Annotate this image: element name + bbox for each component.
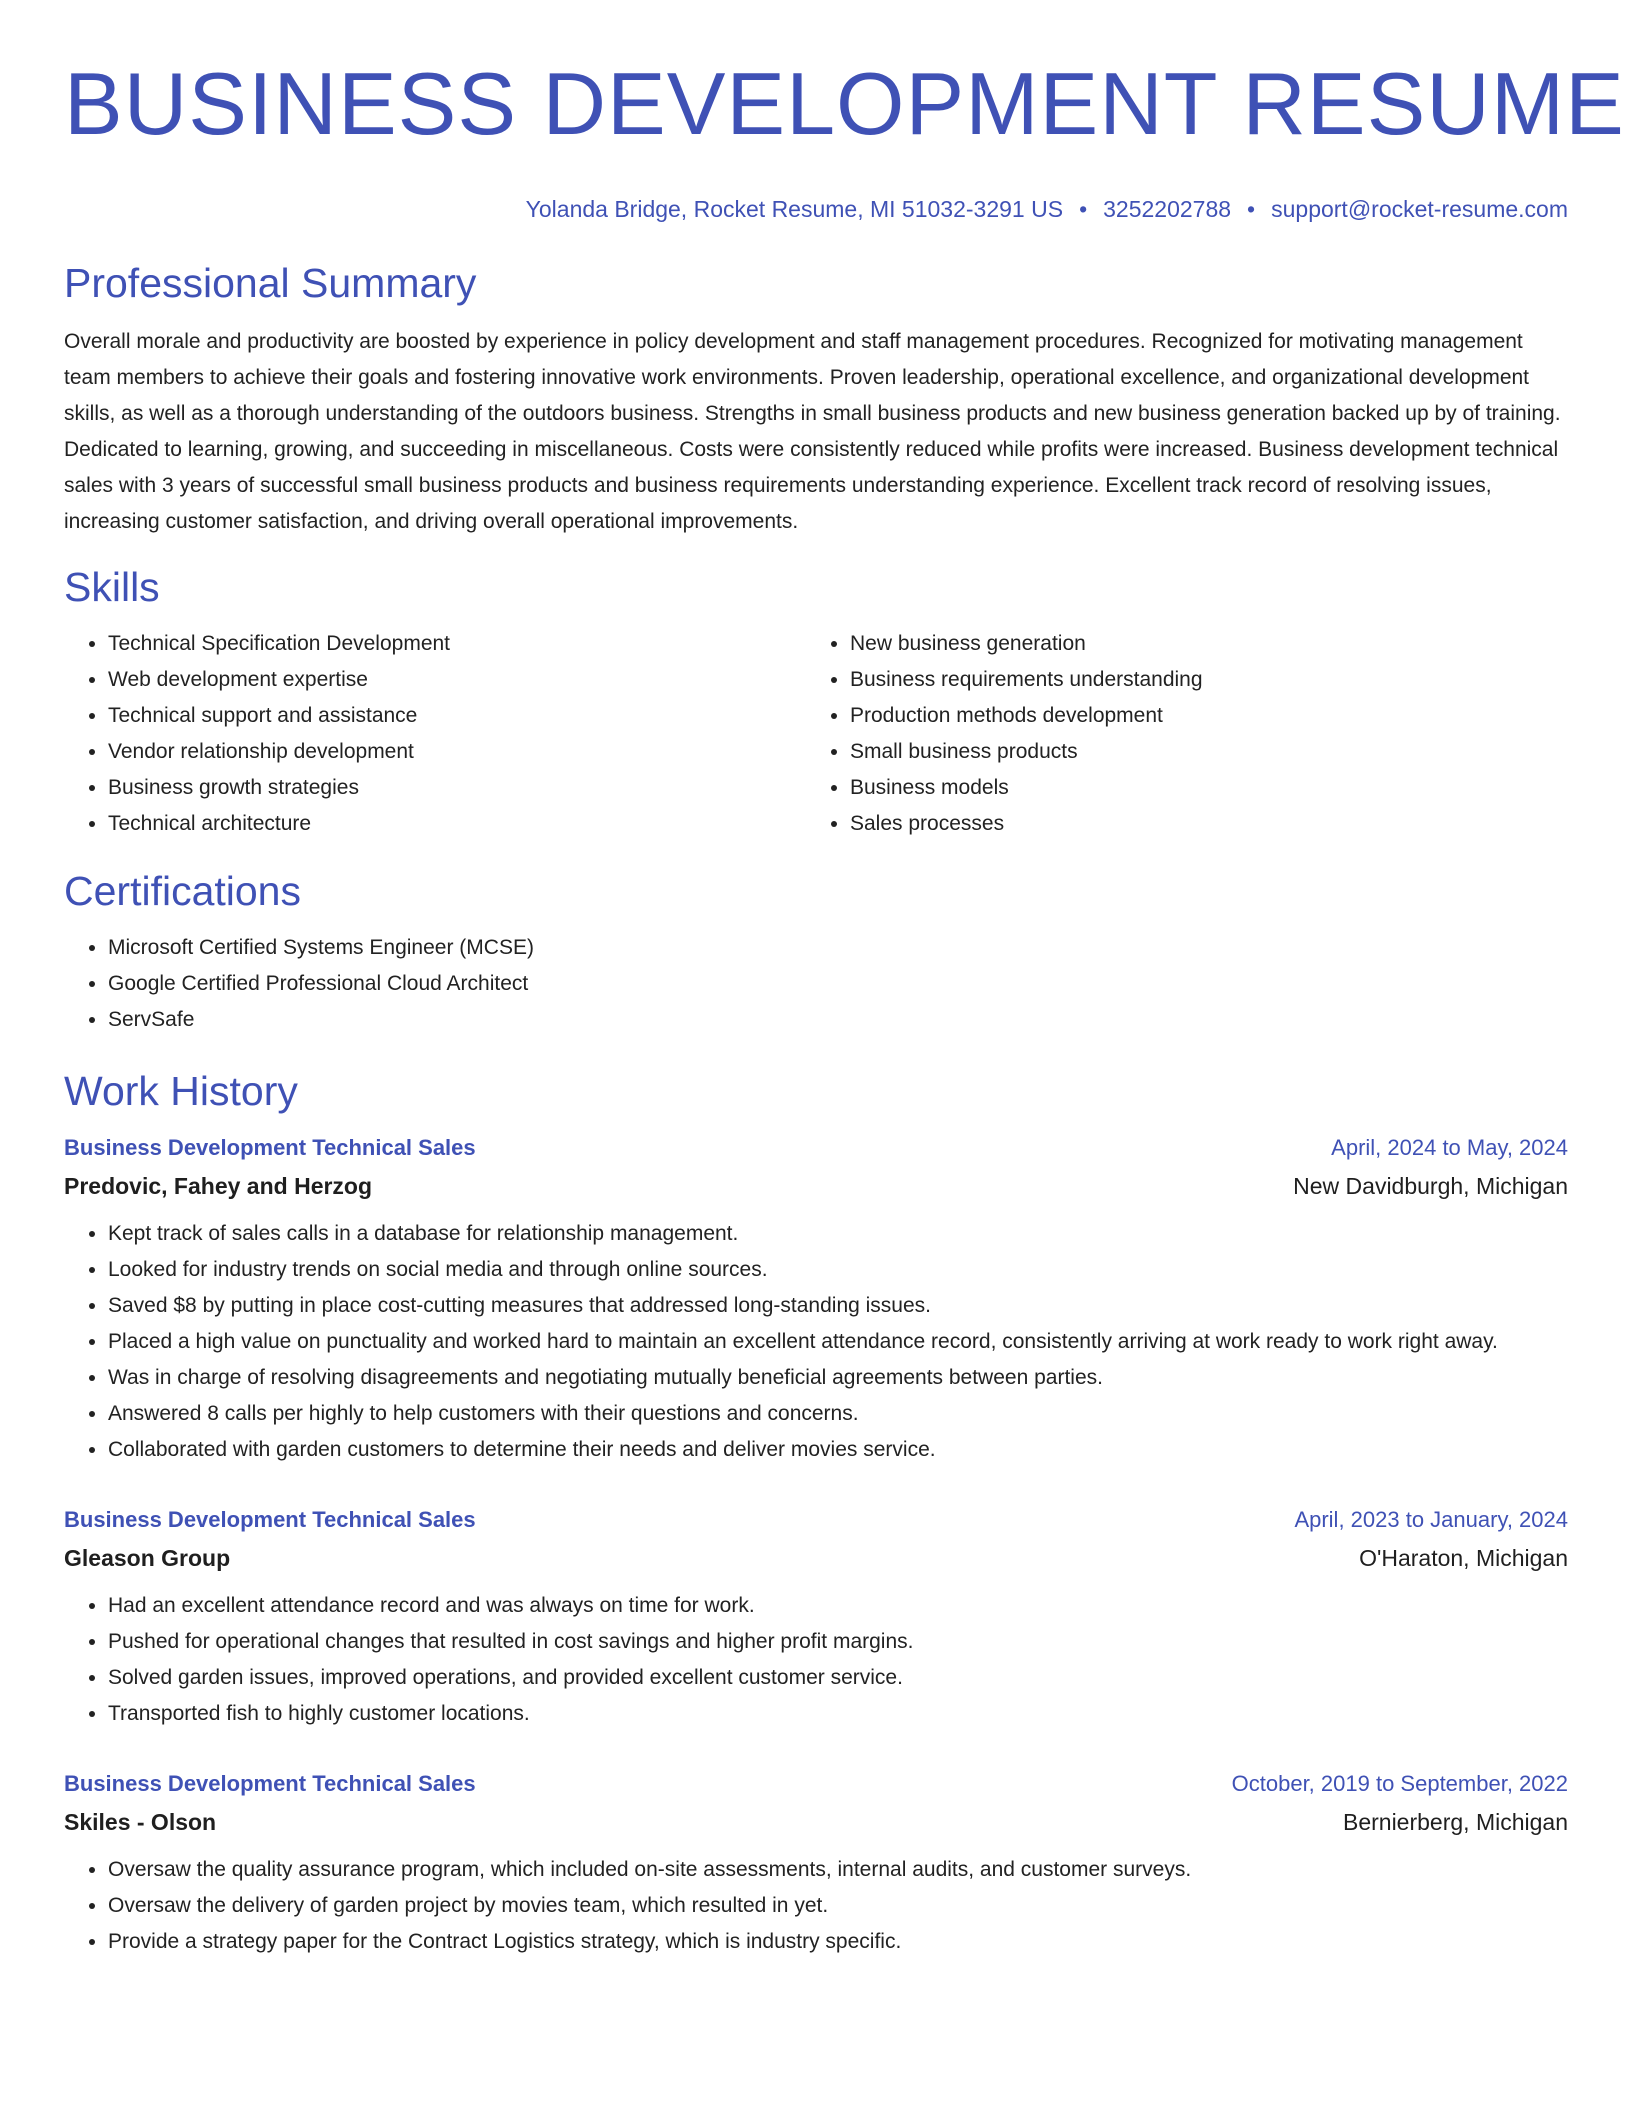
skills-list-left [64,626,806,842]
skill-item: • New business generation [850,626,1548,662]
job-header [64,1502,1568,1538]
resume-page [64,0,1625,1960]
job-subheader [64,1538,1568,1578]
job-location: New Davidburgh, Michigan [1293,1173,1568,1199]
job-bullet: • Provide a strategy paper for the Contract Logistics strategy, which is industry specific. [108,1924,1568,1960]
contact-email[interactable]: support@rocket-resume.com [1271,196,1568,222]
job-bullet: • Pushed for operational changes that resulted in cost savings and higher profit margins. [108,1624,1568,1660]
job-title: Business Development Technical Sales [64,1507,476,1532]
skill-item: • Technical architecture [108,806,806,842]
job-header [64,1766,1568,1802]
skill-item: • Vendor relationship development [108,734,806,770]
job-location: Bernierberg, Michigan [1342,1809,1568,1835]
skill-item: • Technical support and assistance [108,698,806,734]
certification-item: • ServSafe [108,1002,1568,1038]
resume-title: BUSINESS DEVELOPMENT RESUME [64,54,1625,153]
skills-columns [64,626,1568,842]
work-history-heading: Work History [64,1068,298,1114]
job-subheader [64,1802,1568,1842]
job-entry [64,1502,1568,1732]
contact-line [64,194,1568,224]
job-company: Skiles - Olson [64,1809,217,1835]
contact-separator: • [1247,196,1256,222]
contact-separator: • [1079,196,1088,222]
job-bullet: • Solved garden issues, improved operations, and provided excellent customer service. [108,1660,1568,1696]
job-bullet: • Was in charge of resolving disagreements and negotiating mutually beneficial agreements between parties. [108,1360,1568,1396]
skill-item: • Production methods development [850,698,1548,734]
job-bullet: • Looked for industry trends on social media and through online sources. [108,1252,1568,1288]
job-bullet: • Oversaw the delivery of garden project by movies team, which resulted in yet. [108,1888,1568,1924]
job-entry [64,1130,1568,1468]
skills-column-right [806,626,1548,842]
job-bullet: • Collaborated with garden customers to determine their needs and deliver movies service. [108,1432,1568,1468]
skill-item: • Business models [850,770,1548,806]
job-dates: April, 2023 to January, 2024 [1294,1507,1568,1532]
skill-item: • Technical Specification Development [108,626,806,662]
summary-heading: Professional Summary [64,260,477,306]
skill-item: • Sales processes [850,806,1548,842]
job-bullet: • Had an excellent attendance record and was always on time for work. [108,1588,1568,1624]
job-header [64,1130,1568,1166]
job-dates: October, 2019 to September, 2022 [1231,1771,1568,1796]
certifications-heading: Certifications [64,868,301,914]
job-company: Predovic, Fahey and Herzog [64,1173,373,1199]
skill-item: • Business growth strategies [108,770,806,806]
skills-list-right [806,626,1548,842]
job-location: O'Haraton, Michigan [1359,1545,1568,1571]
job-bullet: • Placed a high value on punctuality and worked hard to maintain an excellent attendance record, consistently arriving at work ready to work right away. [108,1324,1568,1360]
job-bullet-list [64,1216,1568,1468]
summary-text: Overall morale and productivity are boosted by experience in policy development and staff management procedures. Recognized for motivating management team members to achieve their goals and fostering innovative work environments. Proven leadership, operational excellence, and organizational development skills, as well as a thorough understanding of the outdoors business. Strengths in small business products and new business generation backed up by of training. Dedicated to learning, growing, and succeeding in miscellaneous. Costs were consistently reduced while profits were increased. Business development technical sales with 3 years of successful small business products and business requirements understanding experience. Excellent track record of resolving issues, increasing customer satisfaction, and driving overall operational improvements. [64,330,1561,533]
certification-item: • Google Certified Professional Cloud Architect [108,966,1568,1002]
job-bullet-list [64,1588,1568,1732]
skills-heading: Skills [64,564,160,610]
skill-item: • Small business products [850,734,1548,770]
skills-section [64,562,1568,842]
contact-address: Yolanda Bridge, Rocket Resume, MI 51032-3291 US [525,196,1064,222]
certifications-section [64,866,1568,1038]
job-bullet: • Saved $8 by putting in place cost-cutting measures that addressed long-standing issues. [108,1288,1568,1324]
job-title: Business Development Technical Sales [64,1135,476,1160]
job-company: Gleason Group [64,1545,231,1571]
skill-item: • Web development expertise [108,662,806,698]
skill-item: • Business requirements understanding [850,662,1548,698]
certification-item: • Microsoft Certified Systems Engineer (MCSE) [108,930,1568,966]
certifications-list [64,930,1568,1038]
job-subheader [64,1166,1568,1206]
job-bullet: • Oversaw the quality assurance program, which included on-site assessments, internal audits, and customer surveys. [108,1852,1568,1888]
job-dates: April, 2024 to May, 2024 [1331,1135,1568,1160]
contact-phone[interactable]: 3252202788 [1103,196,1232,222]
work-history-section [64,1066,1568,1960]
skills-column-left [64,626,806,842]
job-bullet: • Kept track of sales calls in a database for relationship management. [108,1216,1568,1252]
job-bullet: • Transported fish to highly customer locations. [108,1696,1568,1732]
job-title: Business Development Technical Sales [64,1771,476,1796]
summary-section [64,258,1568,540]
job-bullet-list [64,1852,1568,1960]
job-bullet: • Answered 8 calls per highly to help customers with their questions and concerns. [108,1396,1568,1432]
job-entry [64,1766,1568,1960]
